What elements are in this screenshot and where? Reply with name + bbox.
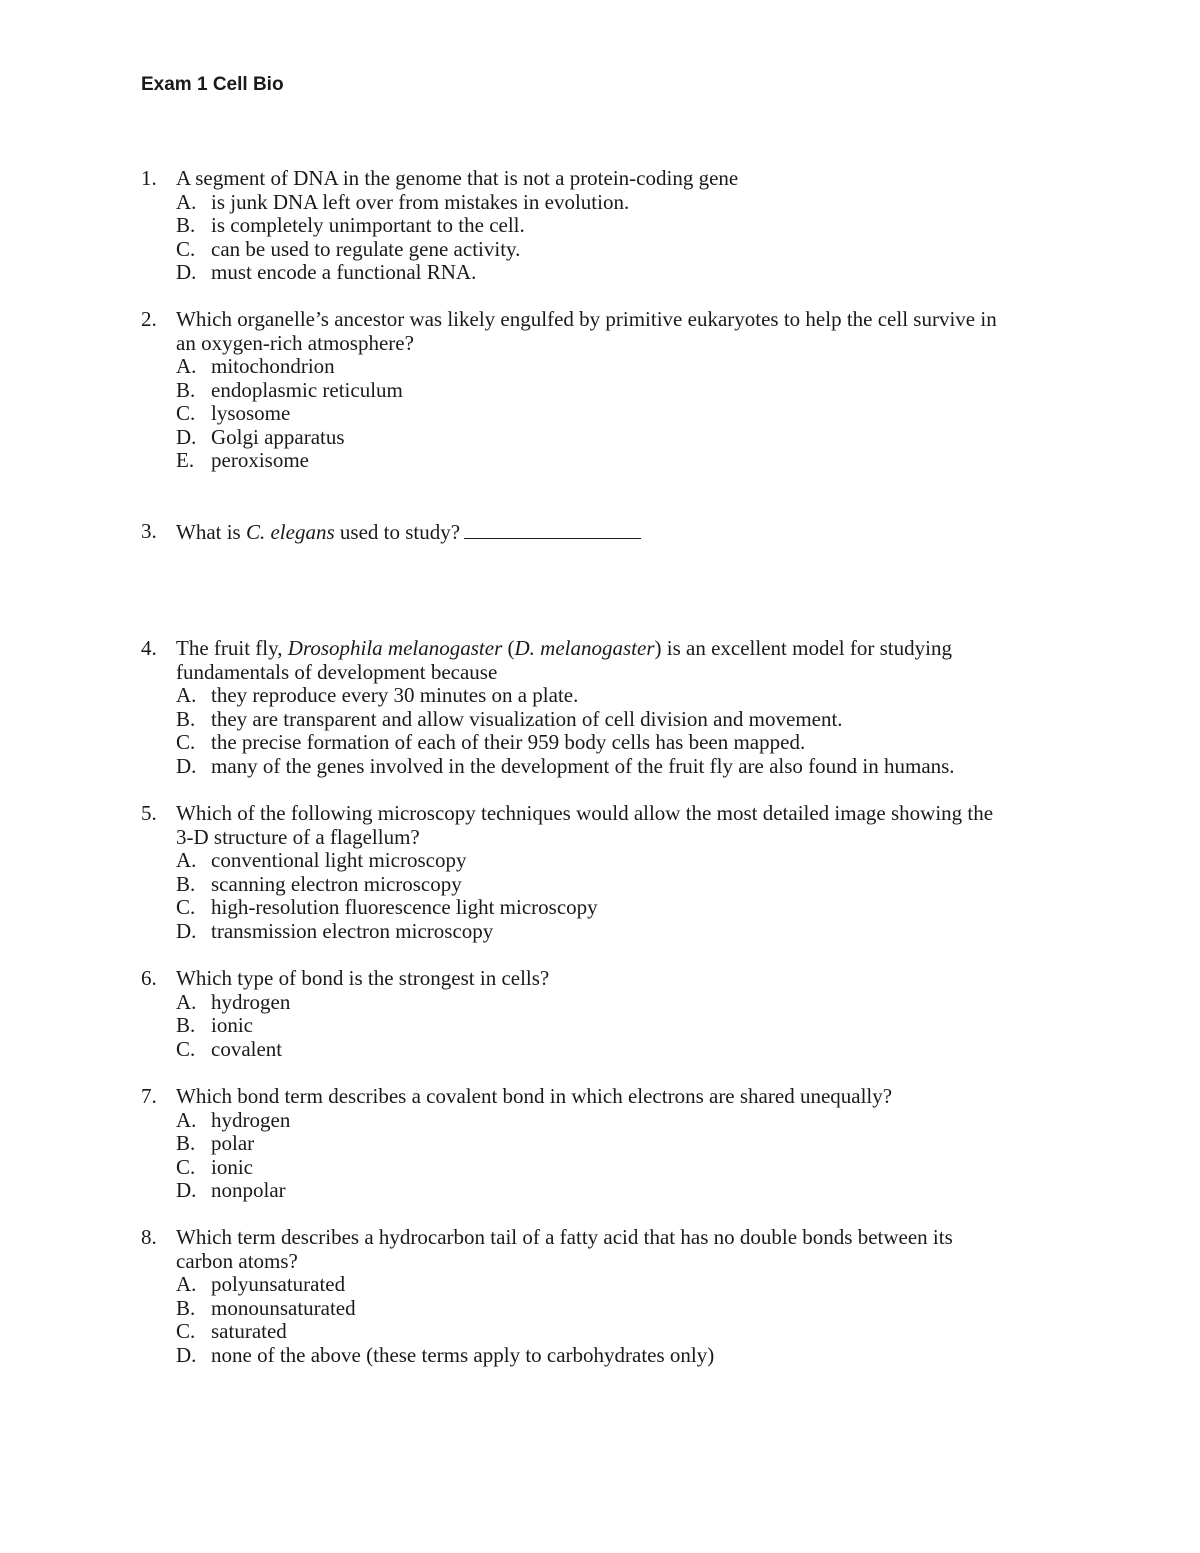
answer-choice (141, 873, 1121, 897)
answer-choice (141, 1320, 1121, 1344)
choice-text: they reproduce every 30 minutes on a plate. (211, 683, 579, 707)
choice-text: conventional light microscopy (211, 848, 467, 872)
question-text: ( (502, 636, 515, 660)
question-stem (141, 1226, 1121, 1250)
choice-text: monounsaturated (211, 1295, 356, 1320)
choice-text: is junk DNA left over from mistakes in evolution. (211, 189, 630, 214)
choice-letter: A. (176, 848, 197, 872)
question-1 (141, 167, 1121, 285)
answer-choice (141, 1156, 1121, 1180)
choice-text: must encode a functional RNA. (211, 260, 477, 284)
choice-text: they are transparent and allow visualization of cell division and movement. (211, 706, 843, 731)
question-stem (141, 1085, 1121, 1109)
choice-text: peroxisome (211, 448, 309, 472)
choice-letter: D. (176, 918, 197, 943)
question-5 (141, 802, 1121, 943)
question-number: 5. (141, 801, 157, 825)
choice-letter: A. (176, 354, 197, 378)
choice-letter: B. (176, 1131, 196, 1155)
question-4 (141, 637, 1121, 778)
question-text: ) is an excellent model for studying (654, 636, 952, 660)
choice-letter: E. (176, 448, 195, 472)
answer-choice (141, 920, 1121, 944)
answer-choice (141, 214, 1121, 238)
question-text: Which of the following microscopy techniques would allow the most detailed image showing the (176, 801, 994, 825)
question-text: Which type of bond is the strongest in cells? (176, 966, 550, 990)
question-stem (141, 637, 1121, 661)
question-number: 1. (141, 166, 157, 190)
answer-choice (141, 379, 1121, 403)
choice-text: hydrogen (211, 989, 291, 1014)
choice-text: none of the above (these terms apply to carbohydrates only) (211, 1342, 715, 1367)
answer-choice (141, 426, 1121, 450)
choice-letter: C. (176, 401, 196, 425)
answer-choice (141, 238, 1121, 262)
choice-letter: D. (176, 1178, 197, 1202)
choice-text: saturated (211, 1319, 287, 1343)
choice-letter: D. (176, 424, 197, 449)
question-text-continued: 3-D structure of a flagellum? (176, 824, 420, 849)
answer-choice (141, 708, 1121, 732)
choice-text: transmission electron microscopy (211, 918, 494, 943)
choice-letter: C. (176, 1154, 196, 1179)
question-stem (141, 967, 1121, 991)
choice-text: covalent (211, 1036, 283, 1061)
question-text: What is (176, 520, 246, 544)
choice-letter: C. (176, 730, 196, 754)
question-text-continued: an oxygen-rich atmosphere? (176, 330, 414, 355)
answer-choice (141, 684, 1121, 708)
choice-letter: C. (176, 236, 196, 261)
question-stem (141, 308, 1121, 332)
question-text: Which term describes a hydrocarbon tail of a fatty acid that has no double bonds between its (176, 1225, 953, 1249)
answer-choice (141, 1014, 1121, 1038)
choice-text: can be used to regulate gene activity. (211, 236, 521, 261)
choice-letter: A. (176, 1272, 197, 1296)
answer-choice (141, 1038, 1121, 1062)
choice-letter: A. (176, 683, 197, 707)
question-text-continued: carbon atoms? (176, 1248, 298, 1273)
question-2 (141, 308, 1121, 473)
choice-text: many of the genes involved in the development of the fruit fly are also found in humans. (211, 753, 955, 778)
answer-choice (141, 1273, 1121, 1297)
answer-choice (141, 191, 1121, 215)
question-number: 4. (141, 636, 157, 660)
answer-choice (141, 896, 1121, 920)
answer-choice (141, 355, 1121, 379)
answer-choice (141, 402, 1121, 426)
choice-letter: A. (176, 1107, 197, 1132)
question-8 (141, 1226, 1121, 1367)
choice-letter: D. (176, 753, 197, 778)
question-text: A segment of DNA in the genome that is not a protein-coding gene (176, 166, 739, 190)
question-number: 8. (141, 1225, 157, 1249)
question-number: 6. (141, 966, 157, 990)
choice-letter: B. (176, 871, 196, 896)
choice-text: scanning electron microscopy (211, 871, 462, 896)
choice-letter: B. (176, 1013, 196, 1037)
question-number: 7. (141, 1084, 157, 1108)
choice-text: hydrogen (211, 1107, 291, 1132)
question-stem (141, 802, 1121, 826)
question-stem (141, 167, 1121, 191)
question-number: 3. (141, 519, 157, 543)
choice-text: lysosome (211, 401, 291, 425)
answer-choice (141, 449, 1121, 473)
choice-letter: A. (176, 189, 197, 214)
choice-letter: B. (176, 706, 196, 731)
species-abbreviation: D. melanogaster (514, 636, 655, 660)
question-3 (141, 520, 1121, 545)
choice-text: mitochondrion (211, 354, 335, 378)
choice-letter: C. (176, 895, 196, 919)
answer-choice (141, 755, 1121, 779)
question-text: used to study? (334, 520, 461, 544)
answer-choice (141, 731, 1121, 755)
question-7 (141, 1085, 1121, 1203)
answer-choice (141, 1344, 1121, 1368)
species-name: C. elegans (245, 520, 335, 544)
species-name: Drosophila melanogaster (287, 636, 503, 660)
answer-choice (141, 849, 1121, 873)
page-title: Exam 1 Cell Bio (141, 74, 284, 95)
choice-text: ionic (211, 1154, 253, 1179)
answer-choice (141, 1179, 1121, 1203)
choice-text: high-resolution fluorescence light microscopy (211, 895, 598, 919)
question-text: The fruit fly, (176, 636, 288, 660)
choice-text: polar (211, 1131, 255, 1155)
choice-text: is completely unimportant to the cell. (211, 213, 525, 237)
choice-text: Golgi apparatus (211, 424, 345, 449)
question-text: Which organelle’s ancestor was likely engulfed by primitive eukaryotes to help the cell survive in (176, 307, 997, 331)
choice-text: ionic (211, 1013, 253, 1037)
answer-blank-line (464, 520, 641, 539)
choice-text: endoplasmic reticulum (211, 377, 403, 402)
choice-text: the precise formation of each of their 959 body cells has been mapped. (211, 730, 806, 754)
choice-letter: C. (176, 1036, 196, 1061)
question-6 (141, 967, 1121, 1061)
choice-letter: A. (176, 989, 197, 1014)
choice-letter: C. (176, 1319, 196, 1343)
choice-text: polyunsaturated (211, 1272, 346, 1296)
choice-letter: D. (176, 260, 197, 284)
choice-letter: D. (176, 1342, 197, 1367)
choice-letter: B. (176, 213, 196, 237)
answer-choice (141, 1109, 1121, 1133)
answer-choice (141, 261, 1121, 285)
question-stem (141, 520, 1121, 545)
answer-choice (141, 991, 1121, 1015)
answer-choice (141, 1132, 1121, 1156)
answer-choice (141, 1297, 1121, 1321)
question-text-continued: fundamentals of development because (176, 659, 498, 684)
choice-letter: B. (176, 1295, 196, 1320)
question-number: 2. (141, 307, 157, 331)
choice-letter: B. (176, 377, 196, 402)
choice-text: nonpolar (211, 1178, 286, 1202)
question-text: Which bond term describes a covalent bond in which electrons are shared unequally? (176, 1084, 893, 1108)
